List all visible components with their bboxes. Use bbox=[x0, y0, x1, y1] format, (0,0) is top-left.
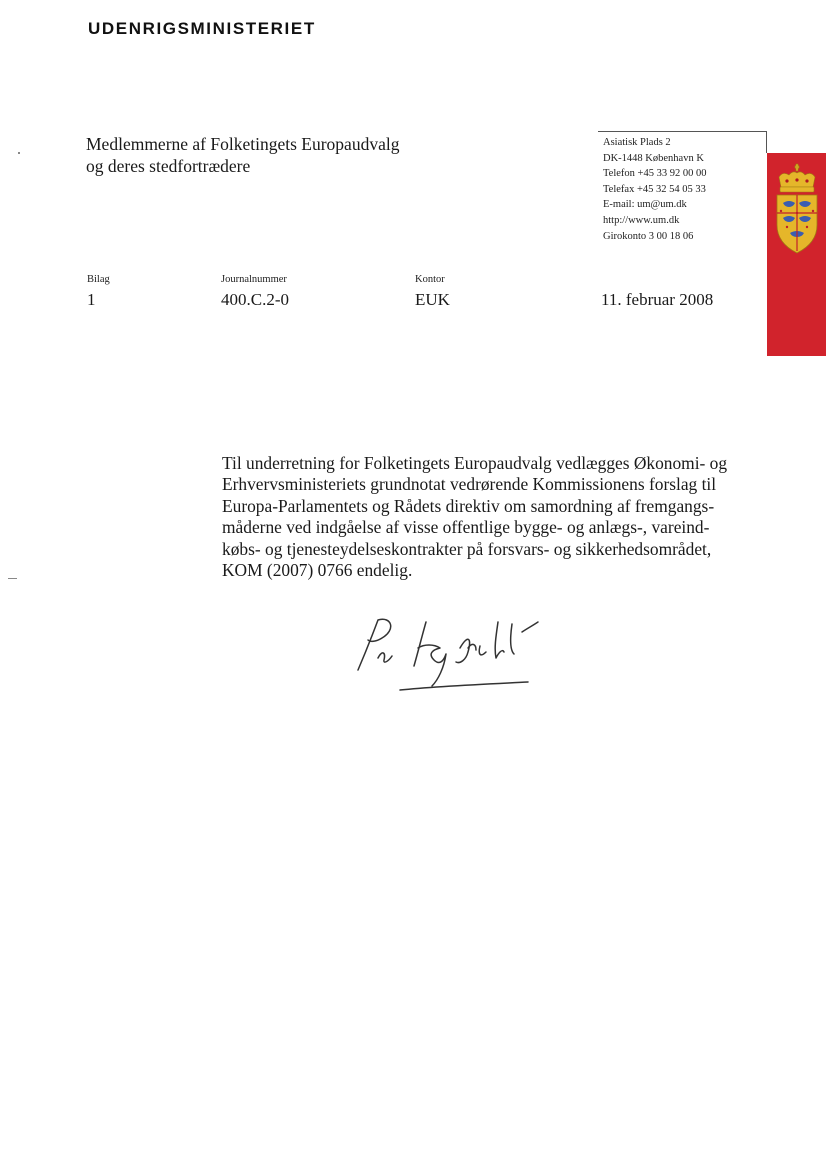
body-line: Til underretning for Folketingets Europaudvalg vedlægges Økonomi- og bbox=[222, 453, 728, 473]
address-phone: Telefon +45 33 92 00 00 bbox=[603, 168, 707, 180]
bilag-label: Bilag bbox=[87, 274, 110, 285]
address-block bbox=[603, 135, 706, 244]
bilag-value: 1 bbox=[87, 290, 96, 309]
kontor-value: EUK bbox=[415, 290, 450, 309]
body-line: måderne ved indgåelse af visse offentlige bygge- og anlægs-, vareind- bbox=[222, 517, 710, 538]
address-street: Asiatisk Plads 2 bbox=[603, 137, 671, 148]
address-rule bbox=[598, 131, 767, 132]
address-fax: Telefax +45 32 54 05 33 bbox=[603, 183, 706, 195]
body-line: KOM (2007) 0766 endelig. bbox=[222, 560, 413, 581]
address-email: E-mail: um@um.dk bbox=[603, 199, 687, 211]
address-rule bbox=[766, 131, 767, 153]
address-giro: Girokonto 3 00 18 06 bbox=[603, 230, 694, 242]
journal-value: 400.C.2-0 bbox=[221, 290, 289, 309]
ministry-name: UDENRIGSMINISTERIET bbox=[88, 19, 316, 38]
body-line: Erhvervsministeriets grundnotat vedrørende Kommissionens forslag til bbox=[222, 474, 717, 495]
kontor-label: Kontor bbox=[415, 274, 445, 285]
recipient-line: og deres stedfortrædere bbox=[86, 156, 251, 176]
recipient-block bbox=[86, 133, 399, 177]
body-line: købs- og tjenesteydelseskontrakter på forsvars- og sikkerhedsområdet, bbox=[222, 538, 712, 559]
letter-date: 11. februar 2008 bbox=[601, 290, 714, 309]
address-city: DK-1448 København K bbox=[603, 152, 704, 164]
address-web: http://www.um.dk bbox=[603, 214, 680, 226]
scan-mark bbox=[18, 152, 20, 154]
journal-label: Journalnummer bbox=[221, 274, 287, 285]
body-line: Europa-Parlamentets og Rådets direktiv om samordning af fremgangs- bbox=[222, 495, 715, 516]
handwritten-signature bbox=[348, 608, 548, 700]
danish-coat-of-arms-icon bbox=[773, 163, 821, 263]
scan-mark bbox=[8, 578, 17, 579]
letter-body bbox=[222, 453, 742, 581]
recipient-line: Medlemmerne af Folketingets Europaudvalg bbox=[86, 134, 400, 154]
